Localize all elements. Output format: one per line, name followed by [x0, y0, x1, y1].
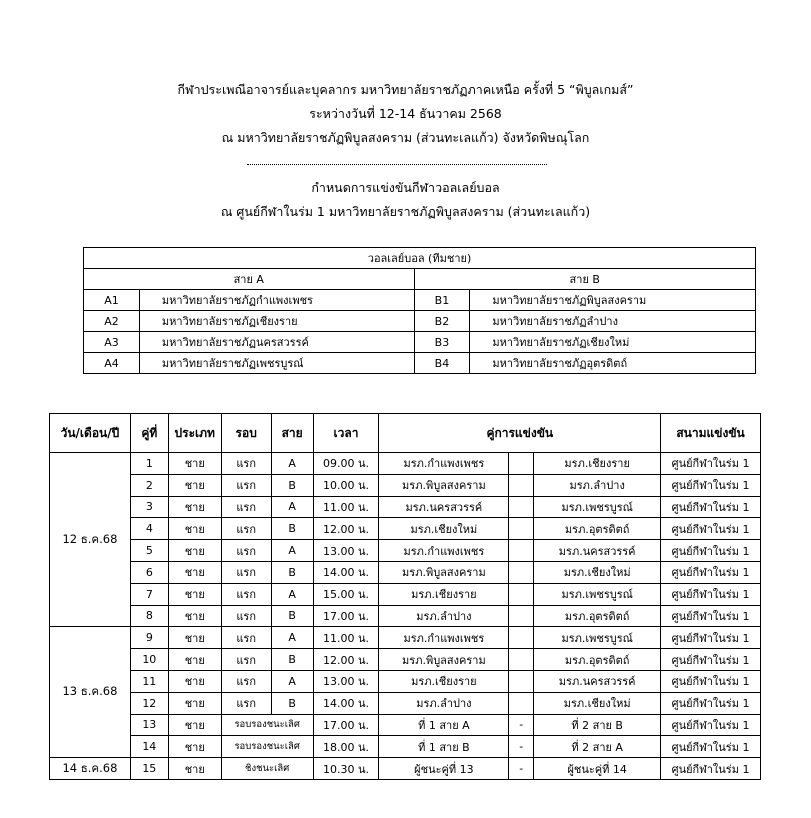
group-cell: A	[271, 627, 313, 649]
groups-title: วอลเลย์บอล (ทีมชาย)	[84, 248, 756, 269]
group-b-code: B1	[414, 290, 470, 311]
pair-number: 5	[130, 540, 168, 562]
group-cell: B	[271, 692, 313, 714]
venue-cell: ศูนย์กีฬาในร่ม 1	[661, 561, 761, 583]
time-cell: 13.00 น.	[313, 670, 379, 692]
pair-number: 1	[130, 453, 168, 475]
type-cell: ชาย	[168, 561, 221, 583]
time-cell: 13.00 น.	[313, 540, 379, 562]
round-cell: แรก	[221, 540, 271, 562]
table-row	[50, 649, 761, 671]
table-row	[50, 692, 761, 714]
versus-separator	[509, 496, 534, 518]
group-a-code: A3	[84, 332, 140, 353]
pair-number: 2	[130, 474, 168, 496]
type-cell: ชาย	[168, 692, 221, 714]
schedule-table	[49, 413, 761, 780]
type-cell: ชาย	[168, 518, 221, 540]
team-1: มรภ.กำแพงเพชร	[379, 453, 509, 475]
team-2: มรภ.นครสวรรค์	[534, 670, 661, 692]
venue-cell: ศูนย์กีฬาในร่ม 1	[661, 758, 761, 780]
type-cell: ชาย	[168, 758, 221, 780]
time-cell: 12.00 น.	[313, 649, 379, 671]
pair-number: 7	[130, 583, 168, 605]
versus-separator	[509, 518, 534, 540]
team-2: ที่ 2 สาย A	[534, 736, 661, 758]
versus-separator	[509, 583, 534, 605]
pair-number: 14	[130, 736, 168, 758]
round-cell: แรก	[221, 474, 271, 496]
header-line-1: กีฬาประเพณีอาจารย์และบุคลากร มหาวิทยาลัยราชภัฏภาคเหนือ ครั้งที่ 5 “พิบูลเกมส์”	[177, 82, 634, 97]
table-row	[50, 758, 761, 780]
type-cell: ชาย	[168, 605, 221, 627]
pair-number: 8	[130, 605, 168, 627]
header-date: วัน/เดือน/ปี	[50, 414, 131, 453]
time-cell: 14.00 น.	[313, 692, 379, 714]
time-cell: 09.00 น.	[313, 453, 379, 475]
pair-number: 9	[130, 627, 168, 649]
team-2: มรภ.เพชรบูรณ์	[534, 583, 661, 605]
group-cell: B	[271, 474, 313, 496]
team-1: ที่ 1 สาย A	[379, 714, 509, 736]
group-row	[84, 311, 756, 332]
round-cell: ชิงชนะเลิศ	[221, 758, 313, 780]
group-a-name: มหาวิทยาลัยราชภัฏเพชรบูรณ์	[139, 353, 414, 374]
type-cell: ชาย	[168, 453, 221, 475]
team-1: ผู้ชนะคู่ที่ 13	[379, 758, 509, 780]
time-cell: 17.00 น.	[313, 714, 379, 736]
group-b-name: มหาวิทยาลัยราชภัฏเชียงใหม่	[470, 332, 756, 353]
round-cell: แรก	[221, 561, 271, 583]
team-2: มรภ.อุตรดิตถ์	[534, 649, 661, 671]
venue-cell: ศูนย์กีฬาในร่ม 1	[661, 627, 761, 649]
pair-number: 4	[130, 518, 168, 540]
versus-separator	[509, 474, 534, 496]
venue-cell: ศูนย์กีฬาในร่ม 1	[661, 583, 761, 605]
venue-cell: ศูนย์กีฬาในร่ม 1	[661, 540, 761, 562]
venue-cell: ศูนย์กีฬาในร่ม 1	[661, 736, 761, 758]
venue-cell: ศูนย์กีฬาในร่ม 1	[661, 670, 761, 692]
type-cell: ชาย	[168, 496, 221, 518]
pair-number: 6	[130, 561, 168, 583]
group-cell: B	[271, 649, 313, 671]
team-1: มรภ.เชียงราย	[379, 583, 509, 605]
versus-separator	[509, 670, 534, 692]
table-row	[50, 453, 761, 475]
team-1: มรภ.นครสวรรค์	[379, 496, 509, 518]
round-cell: แรก	[221, 627, 271, 649]
header-time: เวลา	[313, 414, 379, 453]
group-cell: A	[271, 453, 313, 475]
time-cell: 18.00 น.	[313, 736, 379, 758]
round-cell: แรก	[221, 583, 271, 605]
venue-cell: ศูนย์กีฬาในร่ม 1	[661, 453, 761, 475]
group-row	[84, 332, 756, 353]
header-round: รอบ	[221, 414, 271, 453]
table-row	[50, 496, 761, 518]
versus-separator	[509, 649, 534, 671]
date-cell: 12 ธ.ค.68	[50, 453, 131, 627]
pair-number: 13	[130, 714, 168, 736]
pair-number: 12	[130, 692, 168, 714]
group-b-name: มหาวิทยาลัยราชภัฏพิบูลสงคราม	[470, 290, 756, 311]
group-cell: A	[271, 583, 313, 605]
group-row	[84, 290, 756, 311]
team-2: มรภ.เชียงใหม่	[534, 561, 661, 583]
schedule-header-row	[50, 414, 761, 453]
group-b-label: สาย B	[414, 269, 756, 290]
round-cell: แรก	[221, 453, 271, 475]
time-cell: 17.00 น.	[313, 605, 379, 627]
versus-separator: -	[509, 714, 534, 736]
header-match: คู่การแข่งขัน	[379, 414, 661, 453]
group-b-code: B3	[414, 332, 470, 353]
group-a-name: มหาวิทยาลัยราชภัฏกำแพงเพชร	[139, 290, 414, 311]
time-cell: 12.00 น.	[313, 518, 379, 540]
versus-separator	[509, 627, 534, 649]
type-cell: ชาย	[168, 474, 221, 496]
table-row	[50, 583, 761, 605]
round-cell: รอบรองชนะเลิศ	[221, 714, 313, 736]
team-1: ที่ 1 สาย B	[379, 736, 509, 758]
dotted-divider	[247, 164, 547, 165]
group-b-code: B4	[414, 353, 470, 374]
table-row	[50, 474, 761, 496]
team-1: มรภ.กำแพงเพชร	[379, 540, 509, 562]
table-row	[50, 670, 761, 692]
team-2: มรภ.เชียงใหม่	[534, 692, 661, 714]
group-cell: A	[271, 670, 313, 692]
header-line-2: ระหว่างวันที่ 12-14 ธันวาคม 2568	[309, 106, 502, 121]
versus-separator	[509, 605, 534, 627]
team-2: มรภ.นครสวรรค์	[534, 540, 661, 562]
group-cell: B	[271, 605, 313, 627]
group-a-code: A4	[84, 353, 140, 374]
round-cell: แรก	[221, 605, 271, 627]
versus-separator	[509, 453, 534, 475]
round-cell: แรก	[221, 649, 271, 671]
team-1: มรภ.เชียงราย	[379, 670, 509, 692]
groups-table	[83, 247, 756, 374]
pair-number: 15	[130, 758, 168, 780]
type-cell: ชาย	[168, 649, 221, 671]
round-cell: แรก	[221, 692, 271, 714]
group-cell: B	[271, 518, 313, 540]
type-cell: ชาย	[168, 714, 221, 736]
team-2: ที่ 2 สาย B	[534, 714, 661, 736]
venue-cell: ศูนย์กีฬาในร่ม 1	[661, 518, 761, 540]
venue-cell: ศูนย์กีฬาในร่ม 1	[661, 692, 761, 714]
header-pair: คู่ที่	[130, 414, 168, 453]
time-cell: 10.00 น.	[313, 474, 379, 496]
group-a-name: มหาวิทยาลัยราชภัฏนครสวรรค์	[139, 332, 414, 353]
type-cell: ชาย	[168, 627, 221, 649]
group-row	[84, 353, 756, 374]
round-cell: แรก	[221, 518, 271, 540]
date-cell: 14 ธ.ค.68	[50, 758, 131, 780]
time-cell: 15.00 น.	[313, 583, 379, 605]
time-cell: 11.00 น.	[313, 627, 379, 649]
venue-cell: ศูนย์กีฬาในร่ม 1	[661, 605, 761, 627]
venue-cell: ศูนย์กีฬาในร่ม 1	[661, 496, 761, 518]
versus-separator: -	[509, 736, 534, 758]
team-1: มรภ.พิบูลสงคราม	[379, 474, 509, 496]
group-b-name: มหาวิทยาลัยราชภัฏอุตรดิตถ์	[470, 353, 756, 374]
time-cell: 10.30 น.	[313, 758, 379, 780]
type-cell: ชาย	[168, 540, 221, 562]
table-row	[50, 561, 761, 583]
team-1: มรภ.พิบูลสงคราม	[379, 649, 509, 671]
team-2: มรภ.ลำปาง	[534, 474, 661, 496]
team-2: ผู้ชนะคู่ที่ 14	[534, 758, 661, 780]
group-b-name: มหาวิทยาลัยราชภัฏลำปาง	[470, 311, 756, 332]
team-1: มรภ.ลำปาง	[379, 605, 509, 627]
type-cell: ชาย	[168, 670, 221, 692]
group-a-code: A1	[84, 290, 140, 311]
table-row	[50, 540, 761, 562]
table-row	[50, 736, 761, 758]
time-cell: 14.00 น.	[313, 561, 379, 583]
type-cell: ชาย	[168, 583, 221, 605]
header-line-5: ณ ศูนย์กีฬาในร่ม 1 มหาวิทยาลัยราชภัฏพิบูลสงคราม (ส่วนทะเลแก้ว)	[220, 204, 591, 219]
team-1: มรภ.ลำปาง	[379, 692, 509, 714]
table-row	[50, 605, 761, 627]
header-type: ประเภท	[168, 414, 221, 453]
table-row	[50, 627, 761, 649]
round-cell: รอบรองชนะเลิศ	[221, 736, 313, 758]
venue-cell: ศูนย์กีฬาในร่ม 1	[661, 649, 761, 671]
pair-number: 3	[130, 496, 168, 518]
versus-separator	[509, 561, 534, 583]
versus-separator	[509, 692, 534, 714]
team-1: มรภ.เชียงใหม่	[379, 518, 509, 540]
team-2: มรภ.อุตรดิตถ์	[534, 605, 661, 627]
pair-number: 11	[130, 670, 168, 692]
time-cell: 11.00 น.	[313, 496, 379, 518]
round-cell: แรก	[221, 496, 271, 518]
header-group: สาย	[271, 414, 313, 453]
header-line-4: กำหนดการแข่งขันกีฬาวอลเลย์บอล	[311, 180, 500, 195]
versus-separator	[509, 540, 534, 562]
group-cell: A	[271, 540, 313, 562]
venue-cell: ศูนย์กีฬาในร่ม 1	[661, 474, 761, 496]
team-1: มรภ.พิบูลสงคราม	[379, 561, 509, 583]
group-cell: A	[271, 496, 313, 518]
team-2: มรภ.อุตรดิตถ์	[534, 518, 661, 540]
team-2: มรภ.เพชรบูรณ์	[534, 496, 661, 518]
table-row	[50, 518, 761, 540]
group-a-code: A2	[84, 311, 140, 332]
table-row	[50, 714, 761, 736]
group-a-name: มหาวิทยาลัยราชภัฏเชียงราย	[139, 311, 414, 332]
versus-separator: -	[509, 758, 534, 780]
team-1: มรภ.กำแพงเพชร	[379, 627, 509, 649]
pair-number: 10	[130, 649, 168, 671]
group-a-label: สาย A	[84, 269, 415, 290]
header-line-3: ณ มหาวิทยาลัยราชภัฏพิบูลสงคราม (ส่วนทะเลแก้ว) จังหวัดพิษณุโลก	[221, 130, 590, 145]
header-venue: สนามแข่งขัน	[661, 414, 761, 453]
date-cell: 13 ธ.ค.68	[50, 627, 131, 758]
team-2: มรภ.เพชรบูรณ์	[534, 627, 661, 649]
type-cell: ชาย	[168, 736, 221, 758]
team-2: มรภ.เชียงราย	[534, 453, 661, 475]
group-b-code: B2	[414, 311, 470, 332]
venue-cell: ศูนย์กีฬาในร่ม 1	[661, 714, 761, 736]
group-cell: B	[271, 561, 313, 583]
round-cell: แรก	[221, 670, 271, 692]
